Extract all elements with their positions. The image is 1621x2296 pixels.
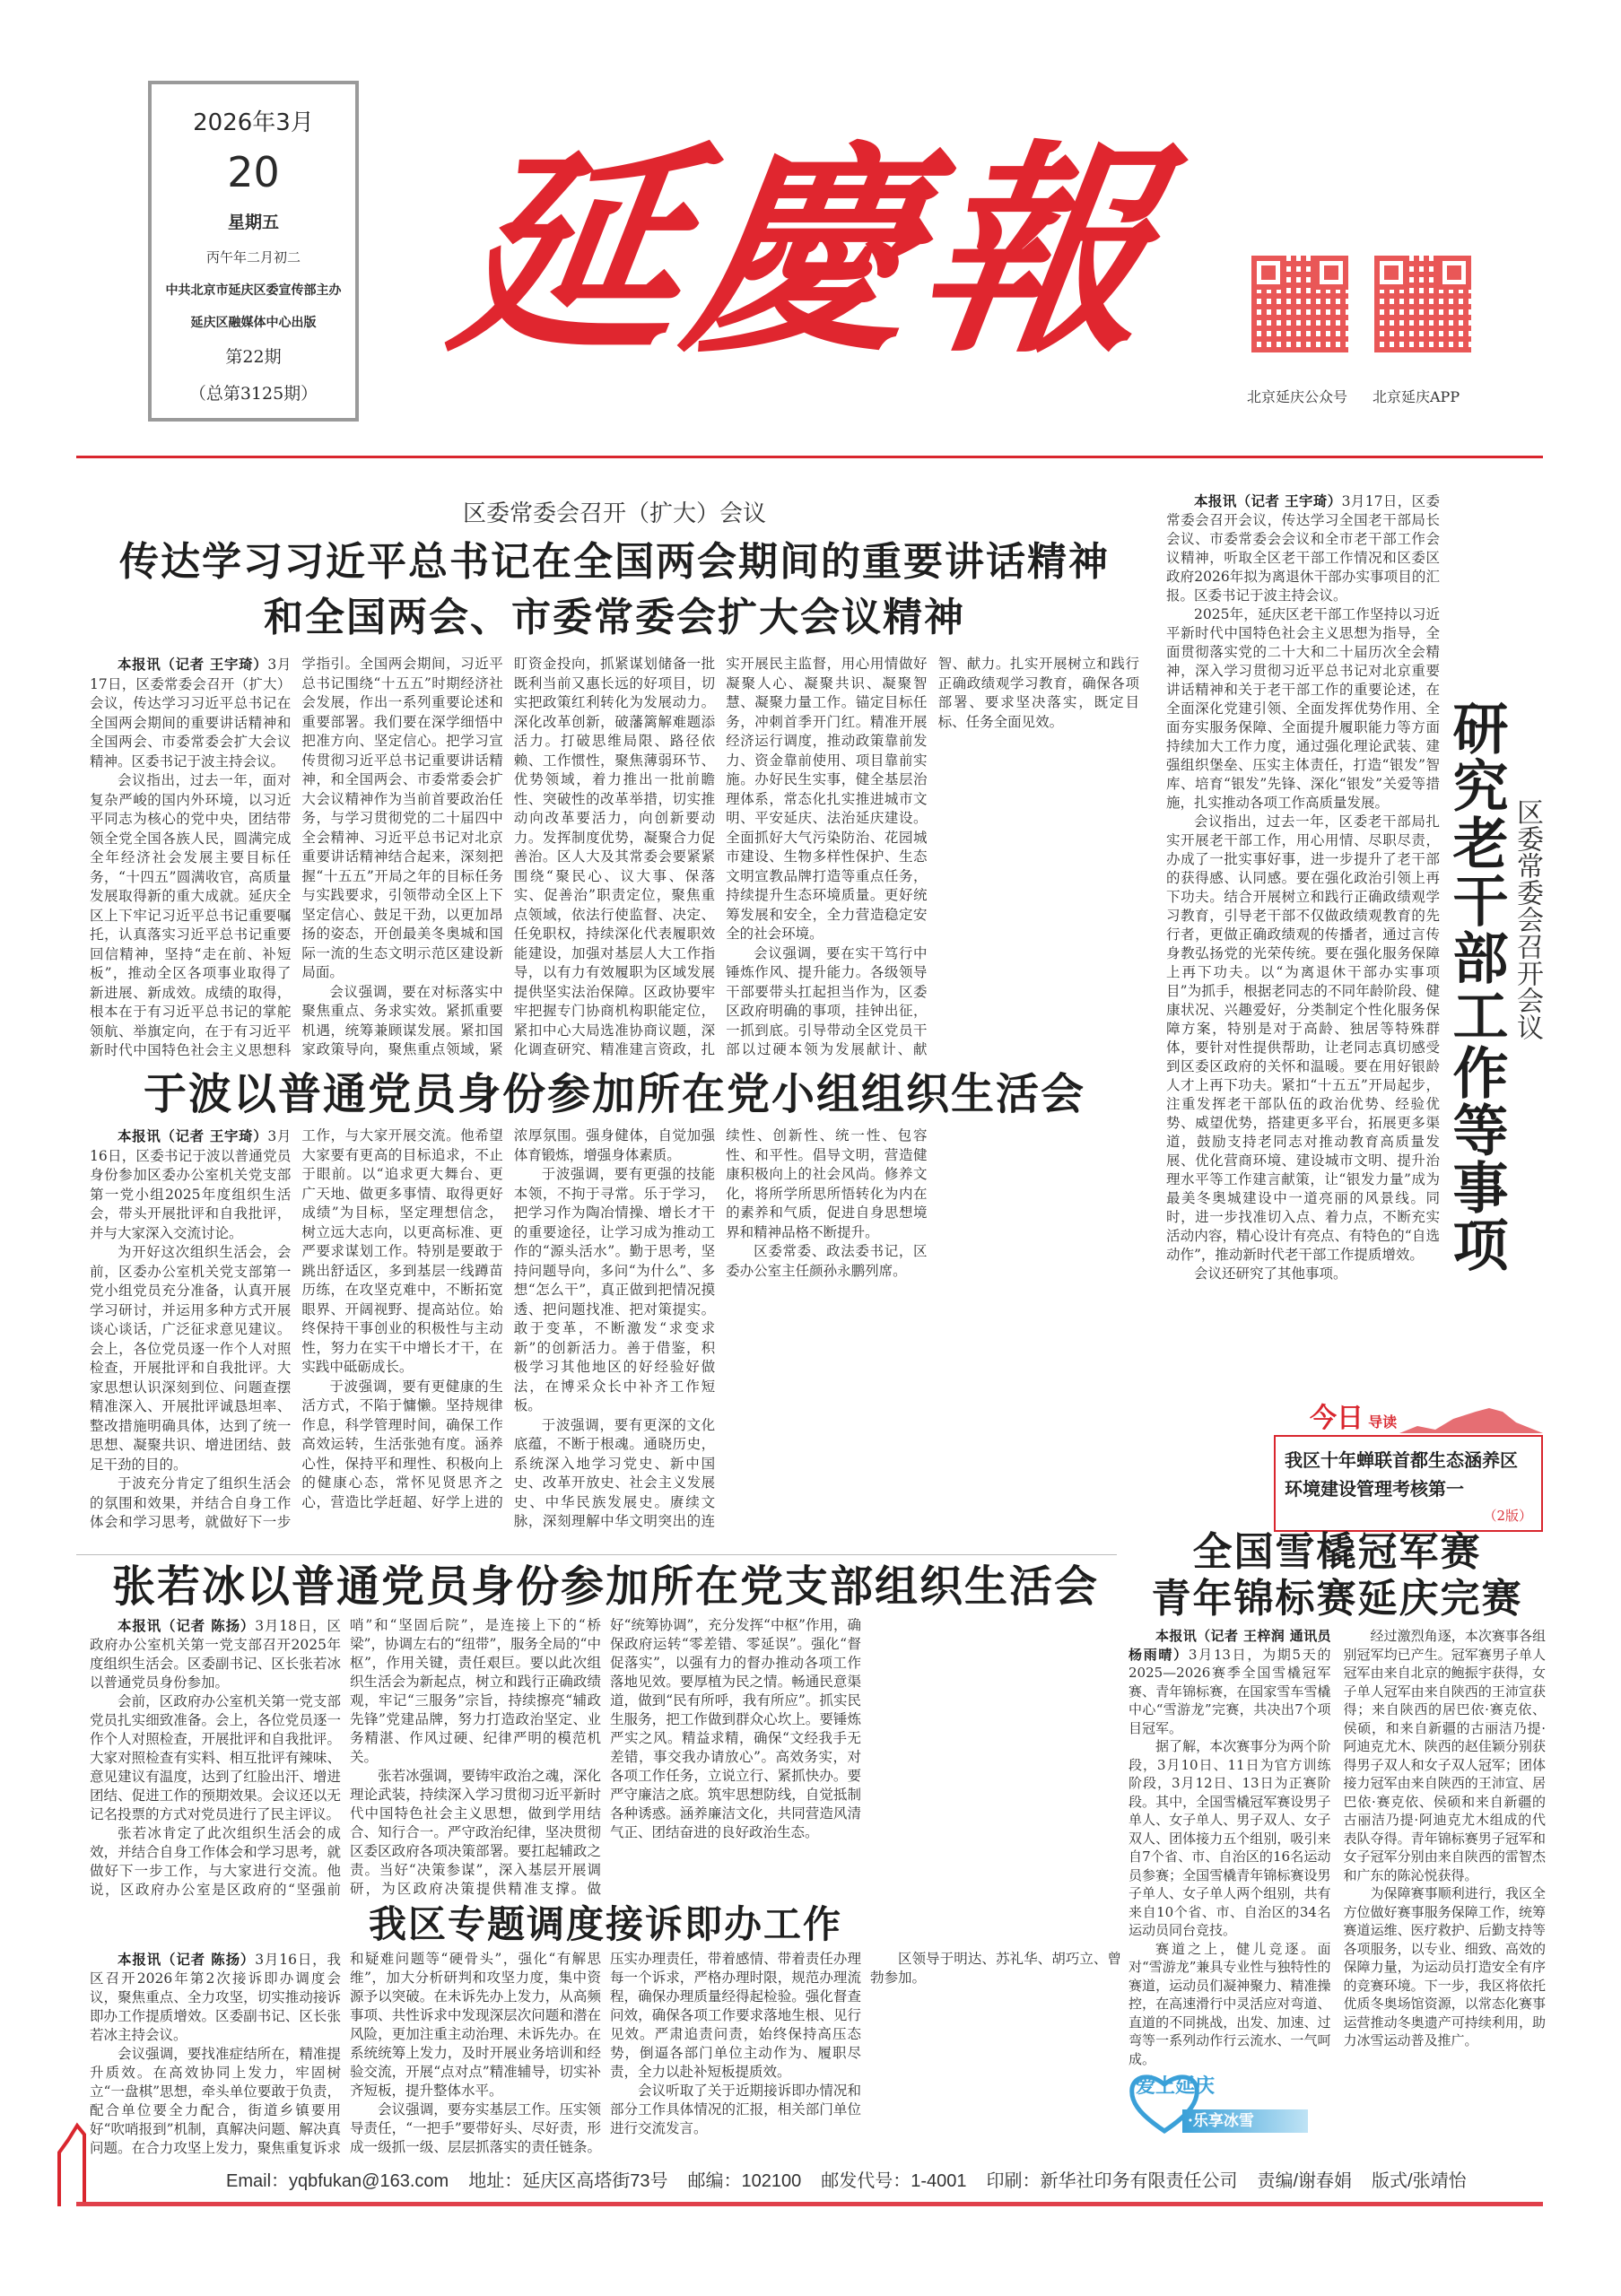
yubo-article-body bbox=[90, 1126, 1139, 1544]
luge-headline-line-2: 青年锦标赛延庆完赛 bbox=[1151, 1576, 1523, 1622]
elders-article-body bbox=[1166, 491, 1440, 1283]
footer-email[interactable]: Email：yqbfukan@163.com bbox=[226, 2171, 449, 2191]
luge-article-headline bbox=[1129, 1529, 1546, 1622]
paragraph: 据了解，本次赛事分为两个阶段，3月10日、11日为官方训练阶段，3月12日、13日为正赛阶段。其中，全国雪橇冠军赛设男子单人、女子单人、男子双人、女子双人、团体接力五个组别，吸引来自7个省、市、自治区的16名运动员参赛；全国雪橇青年锦标赛设男子单人、女子单人两个组别，共有来自10个省、市、自治区的34名运动员同台竞技。 bbox=[1129, 1738, 1331, 1938]
paragraph: 张若冰强调，要铸牢政治之魂，深化理论武装，持续深入学习贯彻习近平新时代中国特色社会主义思想，做到学用结合、知行合一。严守政治纪律，坚决贯彻区委区政府各项决策部署。要扛起辅政之责。当好“决策参谋”，深入基层开展调研，为区政府决策提供精准支撑。做好“统筹协调”，充分发挥“中枢”作用，确保政府运转“零差错、零延误”。强化“督促落实”，以强有力的督办推动各项工作落地见效。要厚植为民之情。畅通民意渠道，做到“民有所呼，我有所应”。抓实民生服务，把工作做到群众心坎上。要锤炼严实之风。精益求精，确保“文经我手无差错，事交我办请放心”。高效务实，对各项工作任务，立说立行、紧抓快办。要严守廉洁之底。筑牢思想防线，自觉抵制各种诱惑。涵养廉洁文化，共同营造风清气正、团结奋进的良好政治生态。 bbox=[350, 1617, 861, 1897]
publisher: 延庆区融媒体中心出版 bbox=[190, 316, 317, 330]
paragraph: 3月13日，为期5天的2025—2026赛季全国雪橇冠军赛、青年锦标赛，在国家雪车雪橇中心“雪游龙”完赛，共决出7个项目冠军。 bbox=[1129, 1646, 1331, 1736]
badge-main-text: 爱上延庆 bbox=[1136, 2074, 1216, 2098]
qr-app-label: 北京延庆APP bbox=[1373, 388, 1460, 405]
preview-box[interactable] bbox=[1274, 1435, 1543, 1532]
preview-headline[interactable] bbox=[1285, 1446, 1518, 1503]
newspaper-logo: 延慶報 bbox=[439, 119, 1176, 383]
hotline-article-body bbox=[90, 1950, 1121, 2158]
footer-layout-designer: 版式/张靖怡 bbox=[1372, 2171, 1467, 2191]
paragraph: 3月18日，区政府办公室机关第一党支部召开2025年度组织生活会。区委副书记、区长张若冰以普通党员身份参加。 bbox=[90, 1618, 341, 1691]
paragraph: 为保障赛事顺利进行，我区全方位做好赛事服务保障工作，统筹赛道运维、医疗救护、后勤支持等各项服务，以专业、细致、高效的保障力量，为运动员打造安全有序的竞赛环境。下一步，我区将依托优质冬奥场馆资源，以常态化赛事运营推动冬奥遗产可持续利用，助力冰雪运动普及推广。 bbox=[1343, 1885, 1546, 2048]
qr-code-wechat-icon[interactable] bbox=[1251, 256, 1348, 352]
paragraph: 于波强调，要有更健康的生活方式，不陷于慵懒。坚持规律作息，科学管理时间，确保工作高效运转，生活张弛有度。涵养心性，保持平和理性、积极向上的健康心态，常怀见贤思齐之心，营造比学赶超、好学上进的浓厚氛围。强身健体，自觉加强体育锻炼，增强身体素质。 bbox=[301, 1127, 716, 1510]
issue-number: 第22期 bbox=[225, 347, 282, 367]
paragraph: 区领导于明达、苏礼华、胡巧立、曾勃参加。 bbox=[870, 1951, 1121, 1986]
love-yanqing-badge bbox=[1129, 2072, 1308, 2135]
great-wall-decoration-icon bbox=[1399, 1406, 1543, 1435]
paragraph: 会议听取了关于近期接诉即办情况和部分工作具体情况的汇报，相关部门单位进行交流发言。 bbox=[610, 2083, 861, 2136]
date-year-month: 2026年3月 bbox=[193, 109, 314, 136]
paragraph: 于波充分肯定了组织生活会的氛围和效果，并结合自身工作体会和学习思考，就做好下一步工作，与大家开展交流。他希望大家要有更高的目标追求，不止于眼前。以“追求更大舞台、更广天地、做更多事情、取得更好成绩”为目标，坚定理想信念，树立远大志向，以更高标准、更严要求谋划工作。特别是要敢于跳出舒适区，多到基层一线蹲苗历练，在攻坚克难中，不断拓宽眼界、开阔视野、提高站位。始终保持干事创业的积极性与主动性，努力在实干中增长才干，在实践中砥砺成长。 bbox=[90, 1127, 503, 1530]
yubo-article-headline: 于波以普通党员身份参加所在党小组组织生活会 bbox=[143, 1069, 1085, 1119]
paragraph: 会议强调，要找准症结所在，精准提升质效。在高效协同上发力，牢固树立“一盘棋”思想，牵头单位要敢于负责，配合单位要全力配合，街道乡镇要用好“吹哨报到”机制，真解决问题、解决真问题。在合力攻坚上发力，聚焦重复诉求和疑难问题等“硬骨头”，强化“有解思维”，加大分析研判和攻坚力度，集中资源予以突破。在未诉先办上发力，从高频事项、共性诉求中发现深层次问题和潜在风险，更加注重主动治理、未诉先办。在系统统筹上发力，及时开展业务培训和经验交流，开展“点对点”精准辅导，切实补齐短板，提升整体水平。 bbox=[90, 1951, 601, 2156]
qr-code-app-icon[interactable] bbox=[1374, 256, 1471, 352]
byline: 本报讯（记者 陈扬） bbox=[118, 1951, 256, 1968]
zhang-article-body bbox=[90, 1616, 1121, 1900]
main-article-body bbox=[90, 655, 1139, 1062]
main-article-kicker: 区委常委会召开（扩大）会议 bbox=[462, 500, 766, 527]
footer-red-rule bbox=[76, 2202, 1543, 2206]
preview-title-big: 今日 bbox=[1310, 1403, 1364, 1434]
section-divider bbox=[76, 1554, 1117, 1555]
paragraph: 会议强调，要在对标落实中聚焦重点、务求实效。紧抓重要机遇，统筹兼顾谋发展。紧扣国家政策导向，聚焦重点领域，紧盯资金投向，抓紧谋划储备一批既利当前又惠长远的好项目，切实把政策红利转化为发展动力。深化改革创新，破藩篱解难题添活力。打破思维局限、路径依赖、工作惯性，聚焦薄弱环节、优势领域，着力推出一批前瞻性、突破性的改革举措，切实推动向改革要活力，向创新要动力。发挥制度优势，凝聚合力促善治。区人大及其常委会要紧紧围绕“聚民心、议大事、保落实、促善治”职责定位，聚焦重点领域，依法行使监督、决定、任免职权，持续深化代表履职效能建设，加强对基层人大工作指导，以有力有效履职为区域发展提供坚实法治保障。区政协要牢牢把握专门协商机构职能定位，紧扣中心大局选准协商议题，深化调查研究、精准建言资政，扎实开展民主监督，用心用情做好凝聚人心、凝聚共识、凝聚智慧、凝聚力量工作。锚定目标任务，冲刺首季开门红。精准开展经济运行调度，推动政策靠前发力、资金靠前使用、项目靠前实施。办好民生实事，健全基层治理体系，常态化扎实推进城市文明、平安延庆、法治延庆建设。全面抓好大气污染防治、花园城市建设、生物多样性保护、生态文明宣教品牌打造等重点任务，持续提升生态环境质量。更好统筹发展和安全，全力营造稳定安全的社会环境。 bbox=[301, 656, 928, 1057]
paragraph: 3月16日，区委书记于波以普通党员身份参加区委办公室机关党支部第一党小组2025年度组织生活会，带头开展批评和自我批评，并与大家深入交流讨论。 bbox=[90, 1128, 292, 1241]
weekday: 星期五 bbox=[227, 213, 279, 232]
luge-headline-line-1: 全国雪橇冠军赛 bbox=[1192, 1529, 1482, 1575]
footer-post-code-number: 邮发代号：1-4001 bbox=[821, 2171, 967, 2191]
lunar-date: 丙午年二月初二 bbox=[205, 249, 301, 265]
paragraph: 会议强调，要夯实基层工作。压实领导责任，“一把手”要带好头、尽好责，形成一级抓一级、层层抓落实的责任链条。压实办理责任，带着感情、带着责任办理每一个诉求，严格办理时限，规范办理流程，确保办理质量经得起检验。强化督查问效，确保各项工作要求落地生根、见行见效。严肃追责问责，始终保持高压态势，倒逼各部门单位主动作为、履职尽责，全力以赴补短板提质效。 bbox=[350, 1951, 861, 2155]
badge-sub-text: ·乐享冰雪 bbox=[1182, 2109, 1308, 2133]
main-headline-line-2: 和全国两会、市委常委会扩大会议精神 bbox=[264, 595, 965, 640]
footer-printer: 印刷：新华社印务有限责任公司 bbox=[986, 2171, 1238, 2191]
footer-postcode: 邮编：102100 bbox=[687, 2171, 802, 2191]
great-wall-footer-icon bbox=[56, 2117, 86, 2206]
paragraph: 区委常委、政法委书记，区委办公室主任颜孙永鹏列席。 bbox=[726, 1243, 928, 1279]
paragraph: 于波强调，要有更强的技能本领，不拘于寻常。乐于学习，把学习作为陶冶情操、增长才干的重要途径，让学习成为推动工作的“源头活水”。勤于思考，坚持问题导向，多问“为什么”、多想“怎么干”，真正做到把情况摸透、把问题找准、把对策提实。敢于变革，不断激发“求变求新”的创新活力。善于借鉴，积极学习其他地区的好经验好做法，在博采众长中补齐工作短板。 bbox=[513, 1166, 716, 1413]
header-divider bbox=[76, 456, 1543, 458]
byline: 本报讯（记者 王宇琦） bbox=[1194, 492, 1342, 509]
paragraph: 经过激烈角逐，本次赛事各组别冠军均已产生。冠军赛男子单人冠军由来自北京的鲍振宇获得，女子单人冠军由来自陕西的王沛宣获得；来自陕西的居巴依·赛克依、侯硕，和来自新疆的古丽洁乃提·阿迪克尤木、陕西的赵佳颖分别获得男子双人和女子双人冠军；团体接力冠军由来自陕西的王沛宣、居巴依·赛克依、侯硕和来自新疆的古丽洁乃提·阿迪克尤木组成的代表队夺得。青年锦标赛男子冠军和女子冠军分别由来自陕西的雷智杰和广东的陈沁悦获得。 bbox=[1343, 1628, 1546, 1883]
total-issue-number: （总第3125期） bbox=[188, 384, 318, 404]
paragraph: 2025年，延庆区老干部工作坚持以习近平新时代中国特色社会主义思想为指导，全面贯彻落实党的二十大和二十届历次全会精神，深入学习贯彻习近平总书记对北京重要讲话精神和关于老干部工作的重要论述，在全面深化党建引领、全面发挥优势作用、全面夯实服务保障、全面提升履职能力等方面持续加大工作力度，通过强化理论武装、建强组织堡垒、压实主体责任，打造“银发”智库、培育“银发”先锋、深化“银发”关爱等措施，扎实推动各项工作高质量发展。 bbox=[1166, 606, 1440, 811]
byline: 本报讯（记者 王梓润 通讯员 杨雨晴） bbox=[1129, 1628, 1331, 1663]
paragraph: 为开好这次组织生活会，会前，区委办公室机关党支部第一党小组党员充分准备，认真开展学习研讨，并运用多种方式开展谈心谈话，广泛征求意见建议。会上，各位党员逐一作个人对照检查，开展批评和自我批评。大家思想认识深刻到位、问题查摆精准深入、开展批评诚恳坦率、整改措施明确具体，达到了统一思想、凝聚共识、增进团结、鼓足干劲的目的。 bbox=[90, 1244, 292, 1473]
elders-article-kicker: 区委常委会召开会议 bbox=[1512, 798, 1543, 1040]
footer-editor: 责编/谢春娟 bbox=[1257, 2171, 1353, 2191]
sponsor: 中共北京市延庆区委宣传部主办 bbox=[165, 283, 342, 298]
paragraph: 3月16日，我区召开2026年第2次接诉即办调度会议，聚焦重点、全力攻坚，切实推动接诉即办工作提质增效。区委副书记、区长张若冰主持会议。 bbox=[90, 1952, 341, 2043]
preview-headline-line-1: 我区十年蝉联首都生态涵养区 bbox=[1285, 1449, 1518, 1471]
footer-info bbox=[226, 2166, 1527, 2192]
hotline-article-headline: 我区专题调度接诉即办工作 bbox=[368, 1902, 842, 1946]
paragraph: 3月17日，区委常委会召开（扩大）会议，传达学习习近平总书记在全国两会期间的重要讲话精神和全国两会、市委常委会扩大会议精神。区委书记于波主持会议。 bbox=[90, 657, 292, 770]
paragraph: 会前，区政府办公室机关第一党支部党员扎实细致准备。会上，各位党员逐一作个人对照检查，开展批评和自我批评。大家对照检查有实料、相互批评有辣味、意见建议有温度，达到了红脸出汗、增进团结、促进工作的预期效果。会议还以无记名投票的方式对党员进行了民主评议。 bbox=[90, 1693, 341, 1822]
paragraph: 张若冰肯定了此次组织生活会的成效，并结合自身工作体会和学习思考，就做好下一步工作，与大家进行交流。他说，区政府办公室是区政府的“坚强前哨”和“坚固后院”，是连接上下的“桥梁”，协调左右的“纽带”，服务全局的“中枢”，作用关键，责任艰巨。要以此次组织生活会为新起点，树立和践行正确政绩观，牢记“三服务”宗旨，持续擦亮“辅政先锋”党建品牌，努力打造政治坚定、业务精湛、作风过硬、纪律严明的模范机关。 bbox=[90, 1617, 601, 1898]
preview-title-small: 导读 bbox=[1368, 1413, 1398, 1431]
date-day: 20 bbox=[227, 148, 280, 196]
preview-page-ref[interactable]: （2版） bbox=[1483, 1508, 1532, 1524]
paragraph: 于波强调，要有更深的文化底蕴，不断于根魂。通晓历史，系统深入地学习党史、新中国史、改革开放史、社会主义发展史、中华民族发展史。赓续文脉，深刻理解中华文明突出的连续性、创新性、统一性、包容性、和平性。倡导文明，营造健康积极向上的社会风尚。修养文化，将所学所思所悟转化为内在的素养和气质，促进自身思想境界和精神品格不断提升。 bbox=[513, 1127, 928, 1529]
footer-address: 地址：延庆区高塔街73号 bbox=[468, 2171, 668, 2191]
byline: 本报讯（记者 王宇琦） bbox=[118, 656, 268, 673]
paragraph: 会议指出，过去一年，区委老干部局扎实开展老干部工作，用心用情、尽职尽责，办成了一批实事好事，进一步提升了老干部的获得感、认同感。要在强化政治引领上再下功夫。结合开展树立和践行正确政绩观学习教育，引导老干部不仅做政绩观教育的先行者，更做正确政绩观的传播者，通过言传身教弘扬党的光荣传统。要在强化服务保障上再下功夫。以“为离退休干部办实事项目”为抓手，根据老同志的不同年龄阶段、健康状况、兴趣爱好，分类制定个性化服务保障方案，特别是对于高龄、独居等特殊群体，要针对性提供帮助，让老同志真切感受到区委区政府的关怀和温暖。要在用好银龄人才上再下功夫。紧扣“十五五”开局起步，注重发挥老干部队伍的政治优势、经验优势、威望优势，搭建更多平台，拓展更多渠道，鼓励支持老同志对推动教育高质量发展、优化营商环境、建设城市文明、提升治理水平等工作建言献策，让“银发力量”成为最美冬奥城建设中一道亮丽的风景线。同时，进一步找准切入点、着力点，不断充实活动内容，精心设计有亮点、有特色的“自选动作”，推动新时代老干部工作提质增效。 bbox=[1166, 813, 1440, 1263]
main-article-headline bbox=[90, 535, 1139, 646]
luge-article-body bbox=[1129, 1627, 1546, 2161]
main-headline-line-1: 传达学习习近平总书记在全国两会期间的重要讲话精神 bbox=[119, 539, 1110, 585]
byline: 本报讯（记者 陈扬） bbox=[118, 1617, 256, 1634]
paragraph: 会议还研究了其他事项。 bbox=[1194, 1265, 1347, 1282]
zhang-article-headline: 张若冰以普通党员身份参加所在党支部组织生活会 bbox=[111, 1561, 1099, 1612]
qr-wechat-label: 北京延庆公众号 bbox=[1247, 388, 1348, 405]
paragraph: 赛道之上，健儿竞逐。面对“雪游龙”兼具专业性与独特性的赛道，运动员们凝神聚力、精准操控，在高速滑行中灵活应对弯道、直道的不同挑战，出发、加速、过弯等一系列动作行云流水、一气呵成。 bbox=[1129, 1940, 1331, 2067]
preview-headline-line-2: 环境建设管理考核第一 bbox=[1285, 1478, 1464, 1500]
paragraph: 3月17日，区委常委会召开会议，传达学习全国老干部局长会议、市委常委会会议和全市老干部工作会议精神，听取全区老干部工作情况和区委区政府2026年拟为离退休干部办实事项目的汇报。区委书记于波主持会议。 bbox=[1166, 493, 1440, 604]
date-box bbox=[148, 81, 359, 422]
preview-title bbox=[1310, 1396, 1397, 1435]
paragraph: 会议指出，过去一年，面对复杂严峻的国内外环境，以习近平同志为核心的党中央，团结带领全党全国各族人民，圆满完成全年经济社会发展主要目标任务，“十四五”圆满收官，高质量发展取得新的重大成就。延庆全区上下牢记习近平总书记重要嘱托，认真落实习近平总书记重要回信精神，坚持“走在前、补短板”，推动全区各项事业取得了新进展、新成效。成绩的取得，根本在于有习近平总书记的掌舵领航、举旗定向，在于有习近平新时代中国特色社会主义思想科学指引。全国两会期间，习近平总书记围绕“十五五”时期经济社会发展，作出一系列重要论述和重要部署。我们要在深学细悟中把准方向、坚定信心。把学习宣传贯彻习近平总书记重要讲话精神，和全国两会、市委常委会扩大会议精神作为当前首要政治任务，与学习贯彻党的二十届四中全会精神、习近平总书记对北京重要讲话精神结合起来，深刻把握“十五五”开局之年的目标任务与实践要求，引领带动全区上下坚定信心、鼓足干劲，以更加昂扬的姿态，开创最美冬奥城和国际一流的生态文明示范区建设新局面。 bbox=[90, 656, 503, 1058]
paragraph: 会议强调，要在实干笃行中锤炼作风、提升能力。各级领导干部要带头扛起担当作为，区委区政府明确的事项，挂钟出征，一抓到底。引导带动全区党员干部以过硬本领为发展献计、献智、献力。扎实开展树立和践行正确政绩观学习教育，确保各项部署、要求坚决落实，既定目标、任务全面见效。 bbox=[726, 656, 1139, 1057]
elders-article-headline: 研究老干部工作等事项 bbox=[1443, 700, 1509, 1274]
byline: 本报讯（记者 王宇琦） bbox=[118, 1127, 268, 1144]
